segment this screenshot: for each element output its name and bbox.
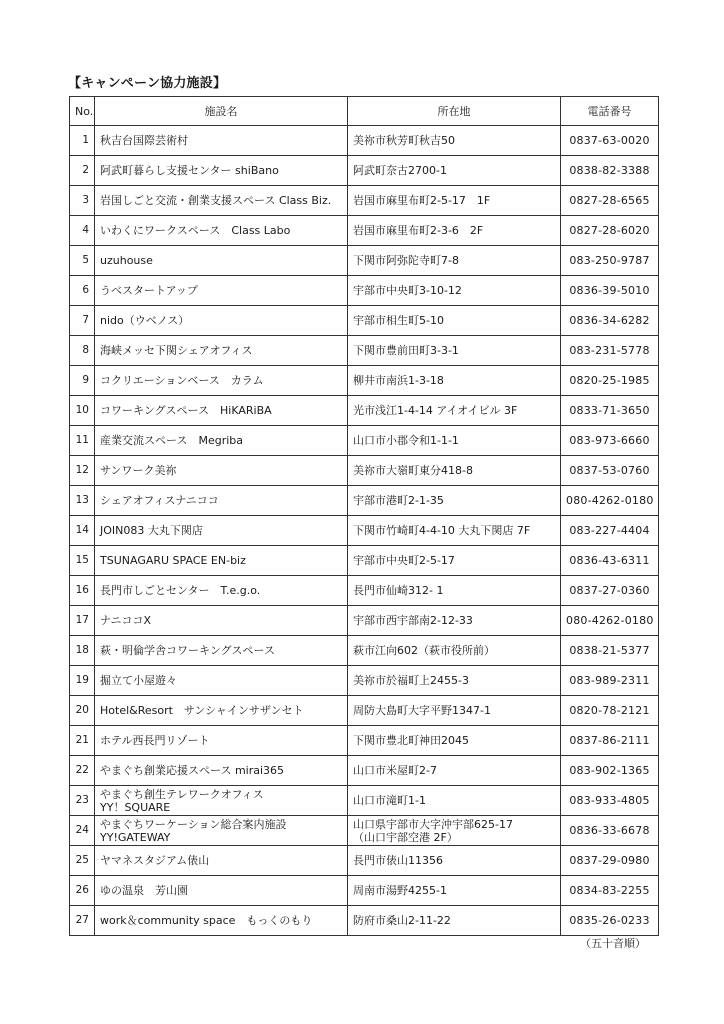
table-row — [70, 606, 659, 636]
facility-phone: 0837-53-0760 — [561, 456, 659, 486]
facility-phone: 0836-34-6282 — [561, 306, 659, 336]
table-row — [70, 366, 659, 396]
row-number: 13 — [70, 486, 95, 516]
facility-phone: 0836-43-6311 — [561, 546, 659, 576]
facility-address: 岩国市麻里布町2-3-6 2F — [348, 216, 561, 246]
row-number: 2 — [70, 156, 95, 186]
row-number: 26 — [70, 876, 95, 906]
table-row — [70, 786, 659, 816]
facility-phone: 083-973-6660 — [561, 426, 659, 456]
facility-address: 山口市滝町1-1 — [348, 786, 561, 816]
facility-name: やまぐち創生テレワークオフィス YY！SQUARE — [95, 786, 348, 816]
facility-address: 宇部市中央町3-10-12 — [348, 276, 561, 306]
row-number: 3 — [70, 186, 95, 216]
row-number: 12 — [70, 456, 95, 486]
facility-address: 宇部市西宇部南2-12-33 — [348, 606, 561, 636]
facility-name: シェアオフィスナニココ — [95, 486, 348, 516]
facility-address: 美祢市於福町上2455-3 — [348, 666, 561, 696]
header-tel: 電話番号 — [561, 97, 659, 126]
facility-name: やまぐち創業応援スペース mirai365 — [95, 756, 348, 786]
facility-phone: 083-933-4805 — [561, 786, 659, 816]
row-number: 5 — [70, 246, 95, 276]
facility-table — [69, 96, 659, 936]
facility-phone: 0827-28-6020 — [561, 216, 659, 246]
facility-address: 防府市桑山2-11-22 — [348, 906, 561, 936]
facility-name: uzuhouse — [95, 246, 348, 276]
facility-name: 海峡メッセ下関シェアオフィス — [95, 336, 348, 366]
facility-address: 下関市阿弥陀寺町7-8 — [348, 246, 561, 276]
row-number: 17 — [70, 606, 95, 636]
facility-address: 山口県宇部市大字沖宇部625-17 （山口宇部空港 2F） — [348, 816, 561, 846]
table-row — [70, 246, 659, 276]
table-row — [70, 816, 659, 846]
header-name: 施設名 — [95, 97, 348, 126]
facility-phone: 0820-25-1985 — [561, 366, 659, 396]
page-title: 【キャンペーン協力施設】 — [68, 76, 227, 91]
facility-address: 長門市仙崎312- 1 — [348, 576, 561, 606]
row-number: 15 — [70, 546, 95, 576]
facility-name: Hotel&Resort サンシャインサザンセト — [95, 696, 348, 726]
facility-name: やまぐちワーケーション総合案内施設 YY!GATEWAY — [95, 816, 348, 846]
table-row — [70, 516, 659, 546]
row-number: 23 — [70, 786, 95, 816]
facility-name: 産業交流スペース Megriba — [95, 426, 348, 456]
facility-address: 長門市俵山11356 — [348, 846, 561, 876]
facility-name: ヤマネスタジアム俵山 — [95, 846, 348, 876]
facility-phone: 0836-39-5010 — [561, 276, 659, 306]
facility-address: 山口市米屋町2-7 — [348, 756, 561, 786]
facility-phone: 0827-28-6565 — [561, 186, 659, 216]
table-row — [70, 276, 659, 306]
row-number: 22 — [70, 756, 95, 786]
row-number: 18 — [70, 636, 95, 666]
facility-address: 岩国市麻里布町2-5-17 1F — [348, 186, 561, 216]
facility-name: 阿武町暮らし支援センター shiBano — [95, 156, 348, 186]
facility-phone: 0835-26-0233 — [561, 906, 659, 936]
facility-phone: 0838-21-5377 — [561, 636, 659, 666]
facility-name: コワーキングスペース HiKARiBA — [95, 396, 348, 426]
facility-phone: 083-902-1365 — [561, 756, 659, 786]
row-number: 19 — [70, 666, 95, 696]
facility-phone: 083-250-9787 — [561, 246, 659, 276]
row-number: 10 — [70, 396, 95, 426]
facility-phone: 0837-63-0020 — [561, 126, 659, 156]
facility-phone: 083-227-4404 — [561, 516, 659, 546]
facility-name: nido（ウベノス） — [95, 306, 348, 336]
facility-address: 周防大島町大字平野1347-1 — [348, 696, 561, 726]
facility-address: 下関市豊北町神田2045 — [348, 726, 561, 756]
row-number: 1 — [70, 126, 95, 156]
table-row — [70, 216, 659, 246]
facility-phone: 0837-27-0360 — [561, 576, 659, 606]
facility-phone: 083-231-5778 — [561, 336, 659, 366]
row-number: 21 — [70, 726, 95, 756]
row-number: 24 — [70, 816, 95, 846]
table-row — [70, 306, 659, 336]
facility-phone: 0838-82-3388 — [561, 156, 659, 186]
row-number: 20 — [70, 696, 95, 726]
row-number: 11 — [70, 426, 95, 456]
facility-name: いわくにワークスペース Class Labo — [95, 216, 348, 246]
table-header-row — [70, 97, 659, 126]
facility-address: 阿武町奈古2700-1 — [348, 156, 561, 186]
row-number: 14 — [70, 516, 95, 546]
row-number: 16 — [70, 576, 95, 606]
table-row — [70, 426, 659, 456]
facility-address: 下関市豊前田町3-3-1 — [348, 336, 561, 366]
table-row — [70, 456, 659, 486]
facility-name: 掘立て小屋遊々 — [95, 666, 348, 696]
facility-address: 光市浅江1-4-14 アイオイビル 3F — [348, 396, 561, 426]
table-row — [70, 186, 659, 216]
table-row — [70, 336, 659, 366]
facility-name: 岩国しごと交流・創業支援スペース Class Biz. — [95, 186, 348, 216]
facility-phone: 080-4262-0180 — [561, 606, 659, 636]
facility-name: ナニココX — [95, 606, 348, 636]
table-row — [70, 576, 659, 606]
table-row — [70, 546, 659, 576]
table-row — [70, 666, 659, 696]
facility-address: 萩市江向602（萩市役所前） — [348, 636, 561, 666]
facility-name: ゆの温泉 芳山園 — [95, 876, 348, 906]
table-row — [70, 876, 659, 906]
facility-name: JOIN083 大丸下関店 — [95, 516, 348, 546]
table-row — [70, 126, 659, 156]
facility-name: 萩・明倫学舎コワーキングスペース — [95, 636, 348, 666]
table-row — [70, 156, 659, 186]
table-row — [70, 846, 659, 876]
facility-name: 秋吉台国際芸術村 — [95, 126, 348, 156]
row-number: 27 — [70, 906, 95, 936]
facility-phone: 080-4262-0180 — [561, 486, 659, 516]
table-row — [70, 486, 659, 516]
table-row — [70, 696, 659, 726]
facility-address: 宇部市港町2-1-35 — [348, 486, 561, 516]
facility-address: 美祢市大嶺町東分418-8 — [348, 456, 561, 486]
facility-name: 長門市しごとセンター T.e.g.o. — [95, 576, 348, 606]
facility-name: サンワーク美祢 — [95, 456, 348, 486]
table-row — [70, 396, 659, 426]
row-number: 9 — [70, 366, 95, 396]
facility-phone: 083-989-2311 — [561, 666, 659, 696]
facility-address: 下関市竹崎町4-4-10 大丸下関店 7F — [348, 516, 561, 546]
facility-phone: 0837-29-0980 — [561, 846, 659, 876]
facility-address: 山口市小郡令和1-1-1 — [348, 426, 561, 456]
facility-phone: 0834-83-2255 — [561, 876, 659, 906]
row-number: 8 — [70, 336, 95, 366]
table-row — [70, 726, 659, 756]
facility-name: ホテル西長門リゾート — [95, 726, 348, 756]
facility-phone: 0836-33-6678 — [561, 816, 659, 846]
facility-phone: 0820-78-2121 — [561, 696, 659, 726]
facility-address: 宇部市中央町2-5-17 — [348, 546, 561, 576]
row-number: 25 — [70, 846, 95, 876]
facility-name: TSUNAGARU SPACE EN-biz — [95, 546, 348, 576]
facility-address: 美祢市秋芳町秋吉50 — [348, 126, 561, 156]
row-number: 7 — [70, 306, 95, 336]
facility-name: うべスタートアップ — [95, 276, 348, 306]
facility-address: 柳井市南浜1-3-18 — [348, 366, 561, 396]
table-row — [70, 756, 659, 786]
facility-name: コクリエーションベース カラム — [95, 366, 348, 396]
facility-phone: 0833-71-3650 — [561, 396, 659, 426]
facility-address: 周南市湯野4255-1 — [348, 876, 561, 906]
facility-phone: 0837-86-2111 — [561, 726, 659, 756]
row-number: 4 — [70, 216, 95, 246]
facility-address: 宇部市相生町5-10 — [348, 306, 561, 336]
table-row — [70, 906, 659, 936]
header-address: 所在地 — [348, 97, 561, 126]
header-no: No. — [70, 97, 95, 126]
table-row — [70, 636, 659, 666]
facility-name: work＆community space もっくのもり — [95, 906, 348, 936]
row-number: 6 — [70, 276, 95, 306]
sort-order-note: （五十音順） — [580, 937, 646, 950]
